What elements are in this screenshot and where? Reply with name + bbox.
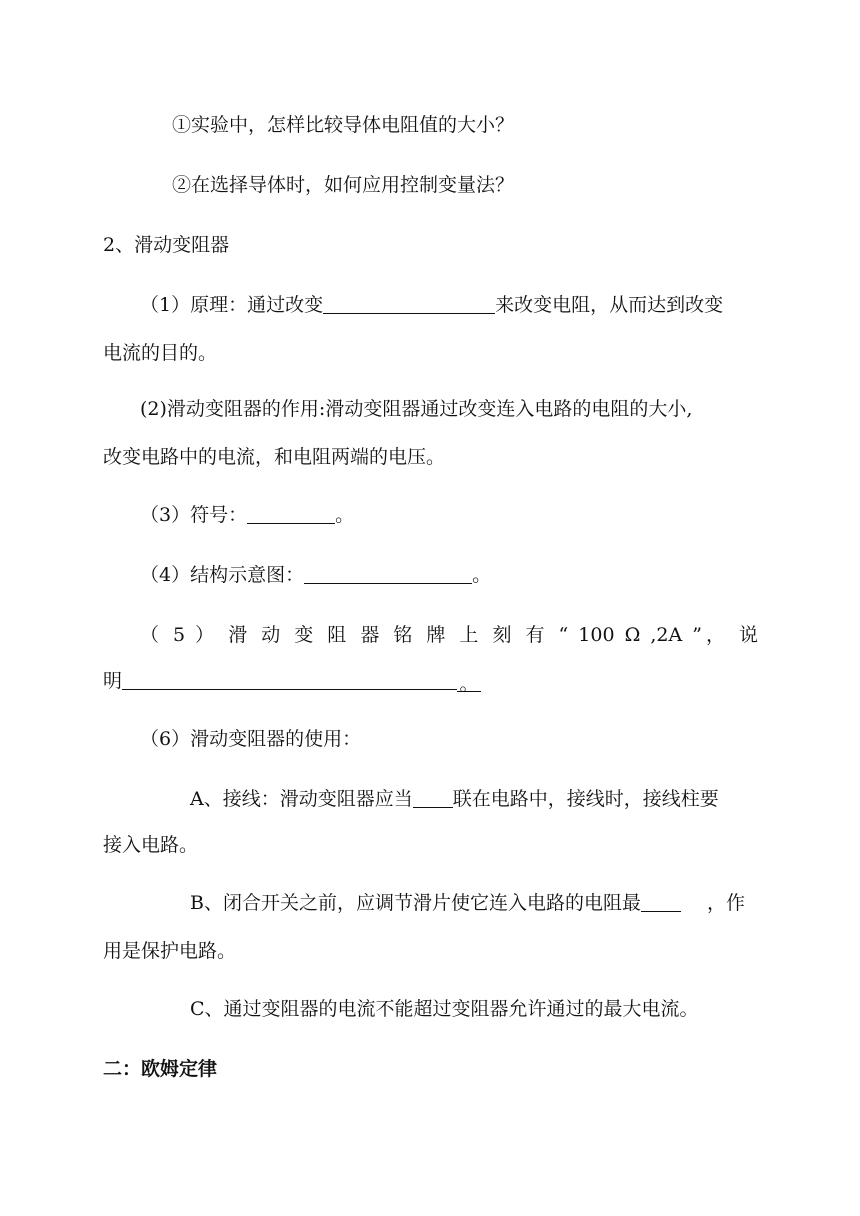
section-heading-rheostat: 2、滑动变阻器 (103, 234, 230, 256)
symbol-label: （3）符号： (140, 504, 248, 526)
principle-text-start: （1）原理：通过改变 (140, 294, 324, 316)
principle-blank (323, 293, 495, 314)
function-line-2: 改变电路中的电流，和电阻两端的电压。 (103, 446, 446, 468)
nameplate-end: 。 (457, 671, 481, 692)
usage-a-text-end: 联在电路中，接线时，接线柱要 (452, 788, 719, 810)
usage-b-text-start: B、闭合开关之前，应调节滑片使它连入电路的电阻最 (190, 892, 641, 914)
usage-b-line-2: 用是保护电路。 (103, 940, 237, 962)
structure-label: （4）结构示意图： (140, 564, 305, 586)
structure-end: 。 (472, 564, 492, 586)
usage-a-text-start: A、接线：滑动变阻器应当 (190, 788, 413, 810)
section-heading-ohms-law: 二：欧姆定律 (103, 1058, 218, 1080)
symbol-blank (247, 503, 335, 524)
nameplate-blank (122, 669, 457, 690)
usage-a-line-1 (190, 786, 719, 812)
usage-b-blank (641, 891, 681, 912)
usage-a-blank (413, 787, 453, 808)
structure-blank (304, 563, 472, 584)
principle-line (140, 292, 723, 318)
symbol-line (140, 502, 354, 528)
question-2: ②在选择导体时，如何应用控制变量法？ (172, 174, 515, 196)
usage-a-line-2: 接入电路。 (103, 834, 199, 856)
principle-text-end: 来改变电阻，从而达到改变 (495, 294, 724, 316)
nameplate-line-1: （ 5 ） 滑 动 变 阻 器 铭 牌 上 刻 有 “ 100 Ω ,2A ”， 说 (140, 624, 758, 646)
principle-line-2: 电流的目的。 (103, 342, 218, 364)
usage-b-text-end: ，作 (706, 892, 745, 914)
usage-b-line-1 (190, 890, 745, 916)
function-line-1: (2)滑动变阻器的作用:滑动变阻器通过改变连入电路的电阻的大小, (140, 398, 693, 420)
symbol-end: 。 (335, 504, 355, 526)
usage-c-line: C、通过变阻器的电流不能超过变阻器允许通过的最大电流。 (190, 998, 699, 1020)
structure-line (140, 562, 491, 588)
nameplate-label: 明 (103, 670, 123, 692)
usage-heading: （6）滑动变阻器的使用： (140, 728, 362, 750)
nameplate-line-2 (103, 668, 481, 694)
question-1: ①实验中，怎样比较导体电阻值的大小？ (172, 114, 515, 136)
